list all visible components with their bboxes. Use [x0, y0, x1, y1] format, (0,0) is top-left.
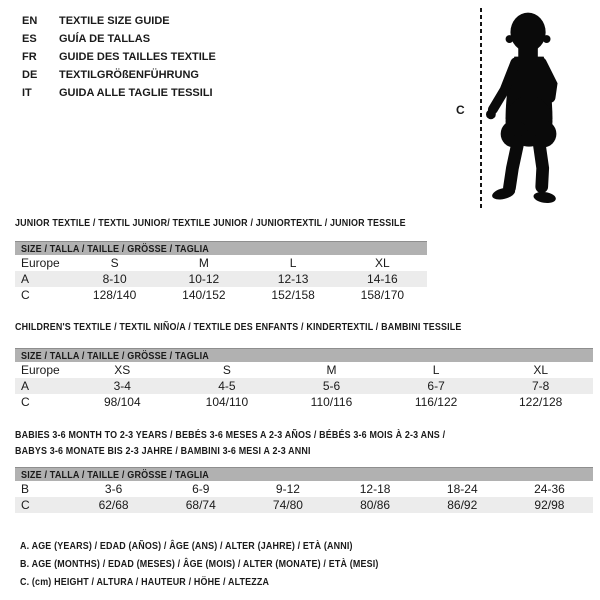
- table-cell: M: [198, 256, 209, 270]
- row-label: Europe: [21, 363, 60, 377]
- language-label: TEXTILGRÖßENFÜHRUNG: [59, 69, 199, 81]
- row-label: B: [21, 482, 30, 496]
- language-code: ES: [22, 33, 37, 45]
- table-cell: S: [110, 256, 119, 270]
- footnote-c: C. (cm) HEIGHT / ALTURA / HAUTEUR / HÖHE / ALTEZZA: [20, 576, 270, 588]
- baby-silhouette-icon: [486, 8, 574, 207]
- table-cell: 4-5: [218, 379, 236, 393]
- table-cell: 6-7: [427, 379, 445, 393]
- size-header-label: SIZE / TALLA / TAILLE / GRÖSSE / TAGLIA: [21, 468, 209, 481]
- table-cell: 110/116: [310, 395, 353, 409]
- table-cell: 12-13: [277, 272, 309, 286]
- language-code: FR: [22, 51, 37, 63]
- table-cell: L: [432, 363, 440, 377]
- table-row: [15, 394, 593, 410]
- table-cell: 62/68: [98, 498, 129, 512]
- table-cell: 140/152: [182, 288, 226, 302]
- table-cell: 92/98: [534, 498, 565, 512]
- language-row: [22, 84, 216, 102]
- section-title-line2: BABYS 3-6 MONATE BIS 2-3 JAHRE / BAMBINI 3-6 MESI A 2-3 ANNI: [15, 445, 311, 457]
- size-header-label: SIZE / TALLA / TAILLE / GRÖSSE / TAGLIA: [21, 242, 209, 255]
- table-cell: XL: [375, 256, 390, 270]
- table-cell: 98/104: [103, 395, 141, 409]
- language-code: DE: [22, 69, 38, 81]
- table-cell: 12-18: [359, 482, 391, 496]
- row-label: Europe: [21, 256, 60, 270]
- language-list: [22, 12, 216, 102]
- table-cell: 128/140: [92, 288, 137, 302]
- row-label: A: [21, 272, 30, 286]
- footnote-b: B. AGE (MONTHS) / EDAD (MESES) / ÂGE (MOIS) / ALTER (MONATE) / ETÀ (MESI): [20, 558, 379, 570]
- section-title: BABIES 3-6 MONTH TO 2-3 YEARS / BEBÉS 3-6 MESES A 2-3 AÑOS / BÉBÉS 3-6 MOIS À 2-3 ANS /: [15, 429, 446, 441]
- language-label: GUÍA DE TALLAS: [59, 33, 151, 45]
- table-cell: 116/122: [414, 395, 458, 409]
- table-row: [15, 271, 427, 287]
- size-header-band: [15, 241, 427, 255]
- table-cell: 122/128: [518, 395, 563, 409]
- table-row: [15, 481, 593, 497]
- language-code: IT: [22, 87, 32, 99]
- size-header-label: SIZE / TALLA / TAILLE / GRÖSSE / TAGLIA: [21, 349, 209, 362]
- language-row: [22, 48, 216, 66]
- row-label: C: [21, 288, 30, 302]
- height-measure-label: C: [456, 103, 465, 117]
- babies-textile-section: [15, 427, 593, 513]
- table-row: [15, 378, 593, 394]
- table-cell: 14-16: [367, 272, 398, 286]
- table-cell: XS: [114, 363, 131, 377]
- table-cell: 80/86: [360, 498, 391, 512]
- language-row: [22, 30, 216, 48]
- language-label: TEXTILE SIZE GUIDE: [59, 15, 170, 27]
- table-cell: 152/158: [271, 288, 315, 302]
- language-row: [22, 12, 216, 30]
- table-cell: 3-6: [104, 482, 123, 496]
- table-cell: 8-10: [102, 272, 127, 286]
- table-cell: 24-36: [534, 482, 565, 496]
- row-label: A: [21, 379, 30, 393]
- footnote-a: A. AGE (YEARS) / EDAD (AÑOS) / ÂGE (ANS) / ALTER (JAHRE) / ETÀ (ANNI): [20, 540, 353, 552]
- table-cell: 74/80: [272, 498, 303, 512]
- table-row: [15, 362, 593, 378]
- row-label: C: [21, 498, 30, 512]
- language-label: GUIDA ALLE TAGLIE TESSILI: [59, 87, 213, 99]
- section-title: CHILDREN'S TEXTILE / TEXTIL NIÑO/A / TEXTILE DES ENFANTS / KINDERTEXTIL / BAMBINI TESSILE: [15, 321, 462, 333]
- junior-textile-section: [15, 215, 427, 303]
- table-cell: 3-4: [113, 379, 131, 393]
- table-cell: S: [222, 363, 231, 377]
- language-label: GUIDE DES TAILLES TEXTILE: [59, 51, 216, 63]
- table-cell: 9-12: [275, 482, 300, 496]
- table-row: [15, 255, 427, 271]
- table-cell: 6-9: [192, 482, 210, 496]
- table-cell: 18-24: [446, 482, 478, 496]
- table-row: [15, 497, 593, 513]
- size-header-band: [15, 348, 593, 362]
- table-cell: 86/92: [447, 498, 478, 512]
- childrens-size-table: [15, 348, 593, 410]
- table-cell: 10-12: [188, 272, 220, 286]
- table-cell: XL: [533, 363, 549, 377]
- size-header-band: [15, 467, 593, 481]
- table-cell: 104/110: [205, 395, 249, 409]
- childrens-textile-section: [15, 319, 593, 410]
- row-label: C: [21, 395, 30, 409]
- language-code: EN: [22, 15, 38, 27]
- table-row: [15, 287, 427, 303]
- footnotes: [20, 537, 442, 591]
- height-dashed-line: [480, 8, 482, 208]
- table-cell: M: [326, 363, 337, 377]
- section-title: JUNIOR TEXTILE / TEXTIL JUNIOR/ TEXTILE JUNIOR / JUNIORTEXTIL / JUNIOR TESSILE: [15, 217, 406, 229]
- table-cell: 7-8: [532, 379, 550, 393]
- table-cell: 158/170: [360, 288, 405, 302]
- language-row: [22, 66, 216, 84]
- table-cell: 5-6: [322, 379, 341, 393]
- table-cell: L: [289, 256, 297, 270]
- table-cell: 68/74: [185, 498, 216, 512]
- babies-size-table: [15, 467, 593, 513]
- junior-size-table: [15, 241, 427, 303]
